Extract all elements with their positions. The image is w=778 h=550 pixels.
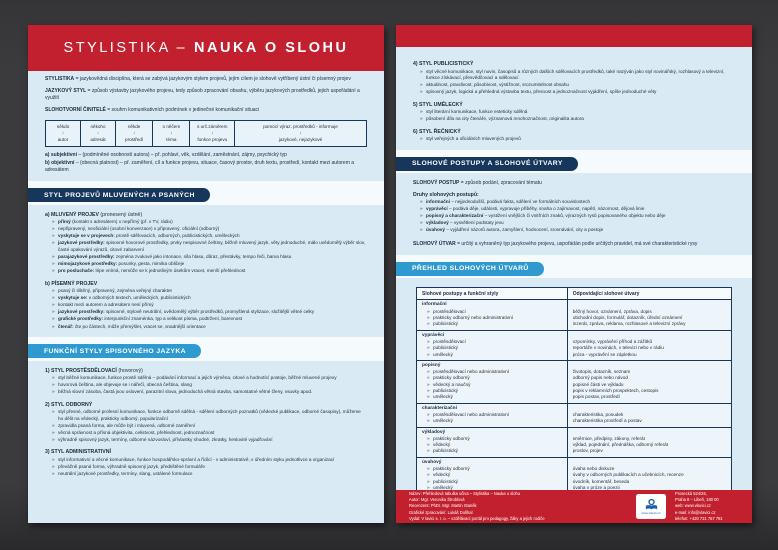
pisemny-projev-block: [45, 281, 367, 330]
right-page: [396, 25, 752, 523]
bullet: » vyprávěcí – podává děje, události, vypravuje příběhy, snaha o zajímavost, napětí, názornost, dějová linie: [413, 206, 735, 212]
postup-name: charakterizační: [422, 405, 457, 411]
intro-paragraph: SLOHOTVORNÍ ČINITELÉ = souhrn komunikativních podmínek v jedinečné komunikační situaci: [45, 107, 260, 113]
block-heading: 4) STYL PUBLICISTICKÝ: [413, 61, 474, 67]
block-heading-note: (pronesený ústně): [100, 211, 143, 218]
style-item: » prostěsdělovací nebo administrativní: [422, 412, 562, 418]
style-item: » prakticky odborný nebo administrativní: [422, 315, 562, 321]
bullet: » parajazykové prostředky: zejména zvukové jako intonace, síla hlasu, důraz, přestávky, tempo řeči, barva hlasu: [45, 254, 367, 260]
bullet: » pro posluchače: lépe vnímá, nemůže se k jednotlivým úsekům vracet, menší přehlednost: [45, 268, 367, 274]
red-top-band: [396, 25, 752, 47]
bullet: » věcná správnost a přísná objektivita, celistvost, přehlednost, jednoznačnost: [45, 430, 367, 436]
down-arrow-icon: ↓: [299, 130, 302, 136]
down-arrow-icon: ↓: [96, 130, 100, 136]
table-row: [417, 427, 731, 457]
utvar-item: reportáže v novinách, v televizi nebo v rádiu: [572, 345, 664, 351]
left-page: [28, 25, 384, 523]
utvar-item: popisné části ve výkladu: [572, 381, 624, 387]
utvar-item: úvodník, komentář, beseda: [572, 478, 630, 484]
style-item: » publicistický: [422, 388, 562, 394]
style-item: » vědecký: [422, 442, 562, 448]
slohove-postupy-section: [396, 180, 752, 248]
bullet: » kontakt mezi autorem a adresátem není přímý: [45, 302, 367, 308]
page-title-light: STYLISTIKA –: [63, 40, 188, 56]
contact-line: Prosecká 524/26,: [675, 491, 707, 497]
table-header-row: [417, 288, 731, 299]
section-strip: [396, 255, 752, 279]
bullet: » zpravidla psaná forma, ale může být i mluvená, odborné zaměření: [45, 423, 367, 429]
style-item: » prakticky odborný: [422, 436, 562, 442]
postup-name: výkladový: [422, 429, 446, 435]
factors-col: s urč.záměrem ↓ funkce projevu: [190, 121, 235, 146]
utvar-item: charakteristika, posudek: [572, 411, 624, 417]
block-heading-note: (hovorový): [118, 367, 143, 374]
utvar-item: próza - vyprávění se zápletkou: [572, 351, 637, 357]
bullet: » hovorová čeština, ale objevuje se i nářečí, obecná čeština, slang: [45, 382, 367, 388]
style-item: » prostěsdělovací nebo administrativní: [422, 369, 562, 375]
utvar-item: obchodní dopis, formulář, dotazník, úřední oznámení: [572, 315, 683, 321]
table-header-cell: Odpovídající slohové útvary: [572, 290, 640, 297]
style-item: » prostěsdělovací: [422, 339, 562, 345]
credit-line: Název: Přehledová tabulka učiva – Stylistika – Nauka o slohu: [409, 491, 521, 497]
block-heading: 2) STYL ODBORNÝ: [45, 401, 93, 408]
logo-caption: www.vlavici.cz: [641, 510, 661, 515]
utvar-item: vzpomínky, vyprávění příhod a zážitků: [572, 338, 653, 344]
table-row: [417, 299, 731, 329]
spoken-written-section: [28, 212, 384, 330]
section-strip: [28, 337, 384, 361]
down-arrow-icon: ↓: [61, 130, 65, 136]
bullet: » styl běžné komunikace, funkce prostě sdělná – podávání informací a jejich výměna, citové a hodnotící postoje, běžné mluvené projevy: [45, 375, 367, 381]
postup-name: vyprávěcí: [422, 332, 445, 338]
contact-line: e-mail: info@vlavici.cz: [675, 509, 716, 515]
bullet: » grafické prostředky: interpunkční znaménka, typ a velikost písma, podtržení, barevnost: [45, 316, 367, 322]
bullet: » přímý (kontakt s adresátem) x nepřímý (př. v TV, rádiu): [45, 219, 367, 225]
style-administrativni-block: [45, 449, 367, 477]
utvar-item: běžný hovor, oznámení, zpráva, dopis: [572, 308, 652, 314]
down-arrow-icon: ↓: [132, 130, 136, 136]
utvar-item: směrnice, předpisy, zákony, referát: [572, 435, 645, 441]
style-item: » umělecký: [422, 418, 562, 424]
style-item: » umělecký: [422, 352, 562, 358]
contact-line: telefon: +420 721 757 781: [675, 515, 723, 521]
bullet: » úvahový – vyjádření názorů autora, zamyšlení, hodnocení, srovnávání, city a postoje: [413, 227, 735, 233]
bullet: » styl přesné, odborné profesní komunikace, funkce odborně sdělná - sdělení odborných poznatků (vědecké publikace, odborné časopisy), můžeme ho dělit na vědecký, prakticky odborný, popularizační: [45, 409, 367, 422]
section-header-funkcni-styly: FUNKČNÍ STYLY SPISOVNÉHO JAZYKA: [28, 344, 201, 358]
bullet: » čtenář: čte po částech, může přemýšlet, vracet se, snadnější orientace: [45, 324, 367, 330]
postup-name: popisný: [422, 362, 441, 368]
style-publicisticky-block: [413, 61, 735, 96]
style-item: » vědecký a naučný: [422, 382, 562, 388]
style-recnicky-block: [413, 129, 735, 143]
style-item: » publicistický: [422, 448, 562, 454]
utvar-item: charakteristika prostředí a postav: [572, 418, 642, 424]
section-header-mluvene-psane: STYL PROJEVŮ MLUVENÝCH A PSANÝCH: [28, 188, 210, 202]
down-arrow-icon: ↓: [170, 130, 173, 136]
section-strip: [28, 181, 384, 205]
footer: [396, 490, 752, 523]
section-header-slohove-postupy: SLOHOVÉ POSTUPY A SLOHOVÉ ÚTVARY: [396, 157, 578, 171]
block-heading: a) MLUVENÝ PROJEV: [45, 211, 99, 218]
bullet: » působení díla na city čtenáře, významová mnohoznačnost, originalita autora: [413, 116, 735, 122]
utvar-item: proslov, projev: [572, 448, 603, 454]
druhy-postupu-label: Druhy slohových postupů:: [413, 192, 479, 199]
bullet: » vyskytuje se: v odborných textech, uměleckých, publicistických: [45, 295, 367, 301]
bullet: » informační – nejjednodušší, podává fakta, sdělení ve formálních souvislostech: [413, 199, 735, 205]
slohovy-postup-definition: SLOHOVÝ POSTUP = způsob podání, zpracování tématu: [413, 180, 542, 187]
utvar-item: odborný popis nebo návod: [572, 375, 628, 381]
open-book-icon: [644, 498, 659, 511]
factors-col: o něčem ↓ téma: [153, 121, 190, 146]
bullet: » styl informativní a věcné komunikace, funkce hospodářsko-správní a řídící - v administrativě, v úředním styku jednotlivce a organizací: [45, 457, 367, 463]
style-item: » prostěsdělovací: [422, 309, 562, 315]
block-heading: 3) STYL ADMINISTRATIVNÍ: [45, 449, 111, 456]
vlavici-logo: [636, 494, 666, 519]
credit-line: Vydal: V lavici s. r. o. – vzdělávací portál pro pedagogy, žáky a jejich rodiče: [409, 515, 545, 521]
credit-line: Grafické zpracování: Lukáš Dolíhal: [409, 509, 473, 515]
bullet: » běžná slovní zásoba, častá jsou oslovení, parazitní slova, jednoduchá větná stavba, samostatné větné členy, vsuvky apod.: [45, 389, 367, 395]
utvar-item: úvaha nebo diskuze: [572, 466, 615, 471]
footer-credits: [409, 491, 627, 522]
bullet: » styl literární komunikace, funkce esteticky sdělná: [413, 109, 735, 115]
bullet: » jazykové prostředky: spisovné, stylově neutrální, uvědomělý výběr prostředků, promyšlená stylizace, složitější větné celky: [45, 309, 367, 315]
contact-line: web: www.vlavici.cz: [675, 503, 711, 509]
contact-line: Praha 8 – Libeň, 180 00: [675, 497, 719, 503]
page-title: [28, 25, 384, 71]
functional-styles-section: [28, 368, 384, 478]
factors-col: pomocí výraz. prostředků - informuje ↓ jazykové, nejazykové: [235, 121, 366, 146]
section-strip: [396, 150, 752, 174]
block-heading: 5) STYL UMĚLECKÝ: [413, 101, 463, 108]
style-umelecky-block: [413, 102, 735, 123]
table-row: [417, 360, 731, 403]
bullet: » nepřipravený, neoficiální (osobní konverzace) x připravený, oficiální (odborný): [45, 226, 367, 232]
bullet: » psaný či tištěný, připravený, zejména veřejný charakter: [45, 288, 367, 294]
subjective-factors: a) subjektivní – (podmíněné osobností autora) – př. pohlaví, věk, vzdělání, zaměstnání, zájmy, psychický typ: [45, 152, 287, 159]
factors-col: někdo ↓ autor: [46, 121, 81, 146]
table-header-cell: Slohové postupy a funkční styly: [417, 288, 568, 299]
style-prostesdelovaci-block: [45, 368, 367, 396]
credit-line: Autor: Mgr. Veronika Štroblová: [409, 497, 465, 503]
left-content: [28, 76, 384, 174]
utvar-item: inzerát, zpráva, reklama, rozhlasové a televizní zprávy: [572, 321, 686, 327]
style-item: » publicistický: [422, 321, 562, 327]
style-item: » publicistický: [422, 479, 562, 485]
style-odborny-block: [45, 402, 367, 444]
credit-line: Recenzent: PhDr. Mgr. Martin Staněk: [409, 503, 477, 509]
factors-table: [45, 120, 367, 147]
utvary-overview-table: [416, 287, 732, 494]
right-styles-continued: [396, 61, 752, 143]
slohovy-utvar-definition: SLOHOVÝ ÚTVAR = určitý a vyhraněný typ jazykového projevu, uspořádán podle určitých pravidel, má své charakteristické rysy: [413, 240, 698, 247]
bullet: » styl veřejných a oficiálních mluvených projevů: [413, 136, 735, 142]
table-row: [417, 457, 731, 493]
section-header-prehled-utvaru: PŘEHLED SLOHOVÝCH ÚTVARŮ: [396, 262, 544, 276]
mluveny-projev-block: [45, 212, 367, 275]
utvar-item: úvahy v odborných publikacích a učebnicích, recenze: [572, 472, 684, 478]
style-item: » publicistický: [422, 345, 562, 351]
bullet: » spisovný jazyk, logická a přehledná výstavba textu, přesnost a jednoznačnost vyjádření, spíše jednoduché věty: [413, 89, 735, 95]
postup-name: úvahový: [422, 459, 442, 465]
table-row: [417, 330, 731, 360]
block-heading: 1) STYL PROSTĚSDĚLOVACÍ: [45, 367, 117, 374]
factors-col: někde ↓ prostředí: [116, 121, 153, 146]
utvar-item: životopis, dotazník, seznam: [572, 369, 631, 375]
postup-name: informační: [422, 302, 447, 308]
factors-col: někoho ↓ adresát: [81, 121, 116, 146]
down-arrow-icon: ↓: [211, 130, 214, 136]
intro-paragraph: JAZYKOVÝ STYL = způsob výstavby jazykového projevu, tedy způsob zpracování obsahu, výběru jazykových prostředků, jejich uspořádání a využití: [45, 88, 360, 101]
style-item: » prakticky odborný: [422, 375, 562, 381]
footer-contact: [675, 491, 739, 522]
style-item: » prakticky odborný: [422, 466, 562, 472]
bullet: » mimojazykové prostředky: posunky, gesta, mimika obličeje: [45, 261, 367, 267]
utvar-item: výklad, pojednání, přednáška, odborný referát: [572, 442, 669, 448]
bullet: » aktuálnost, pravdivost, působivost, výstižnost, srozumitelnost obsahu: [413, 82, 735, 88]
block-heading: b) PÍSEMNÝ PROJEV: [45, 280, 98, 287]
bullet: » výkladový – vysvětlení podstaty jevu: [413, 220, 735, 226]
style-item: » vědecký: [422, 472, 562, 478]
bullet: » převážně psaná forma, výhradně spisovný jazyk, předtištěné formuláře: [45, 464, 367, 470]
bullet: » popisný a charakterizační – vystižení vnějších či vnitřních znaků, výrazných rysů popisovaného objektu nebo děje: [413, 213, 735, 219]
style-item: » umělecký: [422, 394, 562, 400]
table-row: [417, 403, 731, 427]
utvar-item: úvaha v próze a poezii: [572, 484, 620, 490]
bullet: » jazykové prostředky: spisovné hovorové prostředky, prvky nespisovné češtiny, běžně mluvený jazyk, věty jednoduché, málo uvědomělý výběr slov, časté opakování výrazů, citové zabarvení: [45, 240, 367, 253]
style-item: » umělecký: [422, 485, 562, 491]
intro-paragraph: STYLISTIKA = jazykovědná disciplína, která se zabývá jazykovým stylem projevů, jejím cílem je slohově vytříbený ústní či písemný projev: [45, 76, 351, 82]
bullet: » styl věcné komunikace, styl novin, časopisů a různých dalších sdělovacích prostředků, také nazýván jako styl novinářský, rozhlasový a televizní, funkce získávací, přesvědčovací a sdělovací: [413, 69, 735, 82]
objective-factors: b) objektivní – (obecná platnost) – př. zaměření, cíl a funkce projevu, situace, časový prostor, druh textu, prostředí, kontakt mezi autorem a adresátem: [45, 160, 355, 174]
utvar-item: popis postav, prostředí: [572, 394, 620, 400]
bullet: » neutrální jazykové prostředky, termíny, slang, ustálené formulace: [45, 471, 367, 477]
bullet: » výhradně spisovný jazyk, termíny, odborné názvosloví, přívlastky shodné, zkratky, heslovité vyjadřování: [45, 437, 367, 443]
utvar-item: popis v reklamních prospektech, cestopis: [572, 388, 659, 394]
page-title-bold: NAUKA O SLOHU: [194, 40, 349, 56]
block-heading: 6) STYL ŘEČNICKÝ: [413, 128, 461, 135]
bullet: » vyskytuje se v projevech: prostě sdělovacích, odborných, publicistických, uměleckých: [45, 233, 367, 239]
